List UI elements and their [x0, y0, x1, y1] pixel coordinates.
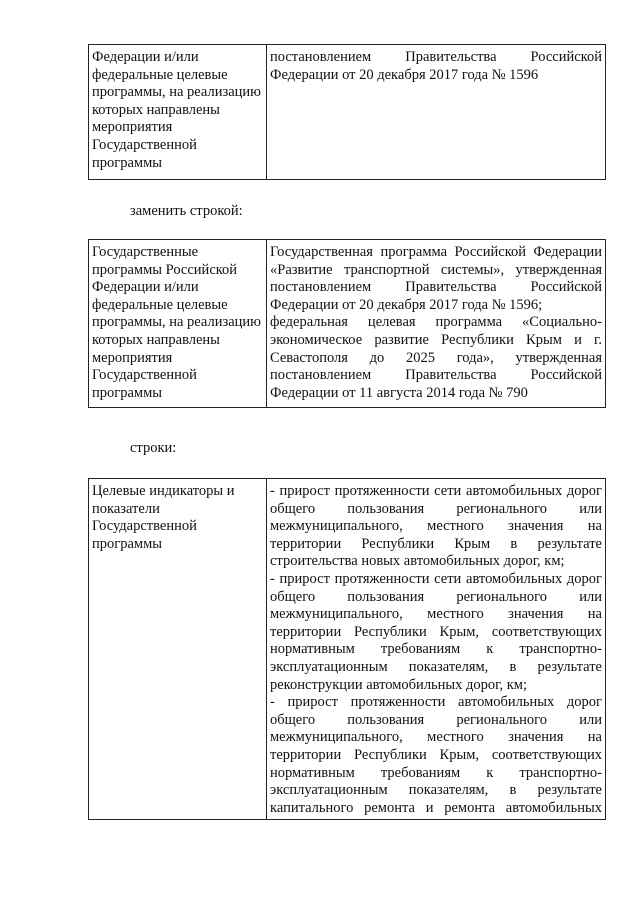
table-row	[89, 479, 606, 820]
row-value-paragraph: федеральная целевая программа «Социально-экономическое развитие Республики Крым и г. Севастополя до 2025 года», утвержденная постановлением Правительства Российской Федерации от 11 августа 2014 года № 790	[270, 314, 602, 401]
table-replacement-row	[88, 239, 606, 408]
table-row	[89, 240, 606, 408]
indicator-item: - прирост протяженности сети автомобильных дорог общего пользования регионального или межмуниципального, местного значения на территории Республики Крым, соответствующих нормативным требованиям к транспортно-эксплуатационным показателям, в результате реконструкции автомобильных дорог, км;	[270, 570, 602, 693]
indicator-item: - прирост протяженности сети автомобильных дорог общего пользования регионального или межмуниципального, местного значения на территории Республики Крым в результате строительства новых автомобильных дорог, км;	[270, 483, 602, 570]
row-value-paragraph: Государственная программа Российской Федерации «Развитие транспортной системы», утвержденная постановлением Правительства Российской Федерации от 20 декабря 2017 года № 1596;	[270, 244, 602, 313]
replace-with-row-instruction: заменить строкой:	[130, 203, 243, 219]
row-label-text: Государственные программы Российской Федерации и/или федеральные целевые программы, на реализацию которых направлены мероприятия Государственной программы	[92, 244, 261, 401]
row-label-cell	[89, 45, 267, 180]
table-row	[89, 45, 606, 180]
row-label-cell	[89, 479, 267, 820]
row-value-cell	[267, 45, 606, 180]
rows-label: строки:	[130, 440, 177, 456]
row-label-cell	[89, 240, 267, 408]
row-value-cell	[267, 479, 606, 820]
indicator-item: - прирост протяженности автомобильных дорог общего пользования регионального или межмуниципального, местного значения на территории Республики Крым, соответствующих нормативным требованиям к транспортно-эксплуатационным показателям, в результате капитального ремонта и ремонта автомобильных	[270, 694, 602, 816]
row-value-text: постановлением Правительства Российской Федерации от 20 декабря 2017 года № 1596	[270, 49, 602, 83]
table-indicators-row	[88, 478, 606, 820]
row-label-text: Целевые индикаторы и показатели Государственной программы	[92, 483, 235, 552]
table-continued-row	[88, 44, 606, 180]
row-label-text: Федерации и/или федеральные целевые программы, на реализацию которых направлены мероприятия Государственной программы	[92, 49, 261, 171]
row-value-cell	[267, 240, 606, 408]
